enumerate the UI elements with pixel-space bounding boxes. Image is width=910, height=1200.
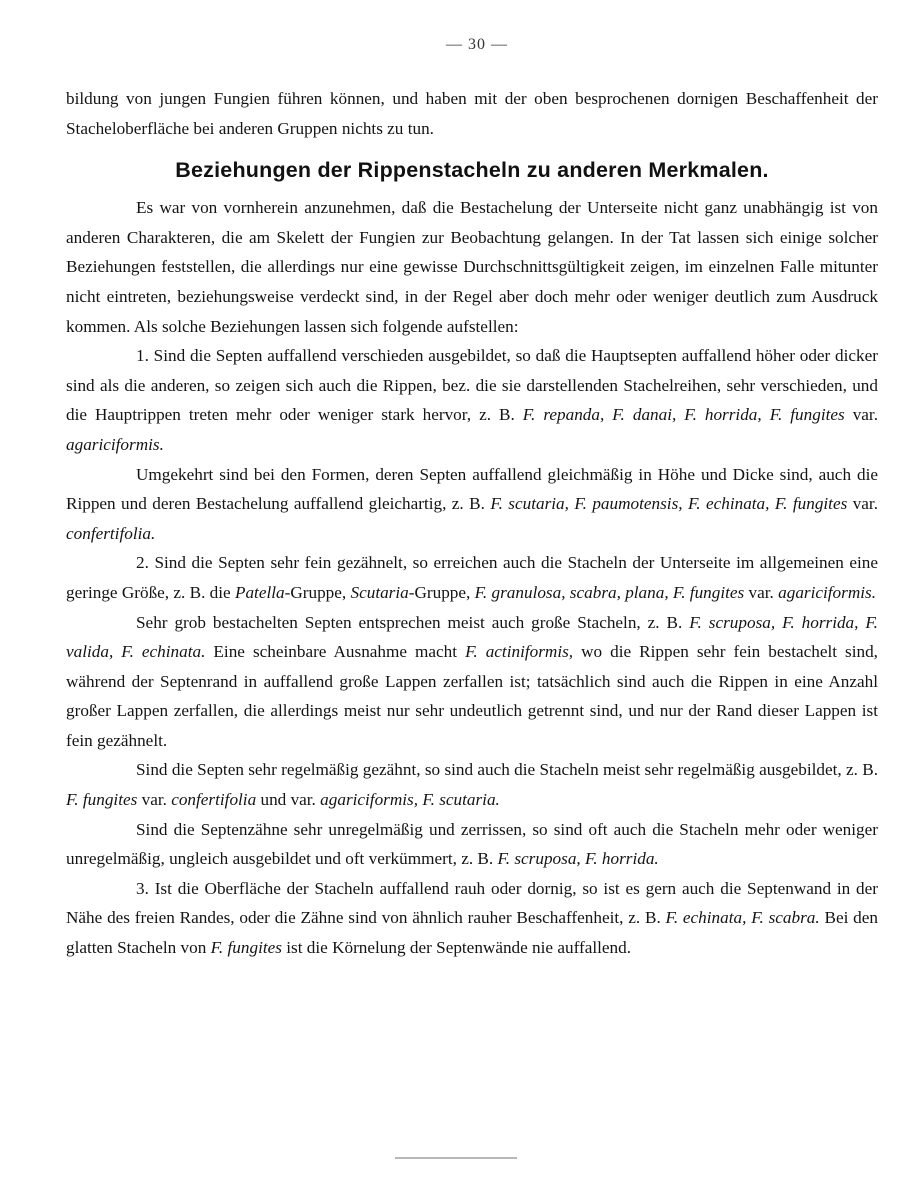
paragraph-6-text-2: var.	[137, 790, 172, 810]
paragraph-5-text-1: Sehr grob bestachelten Septen entsprechen meist auch große Stacheln, z. B.	[136, 612, 690, 632]
paragraph-2-text-2: var.	[844, 405, 878, 425]
paragraph-4-text-4: var.	[744, 582, 779, 602]
paragraph-4-text-1: 2. Sind die Septen sehr fein gezähnelt, so erreichen auch die Stacheln der Unterseite im allgemeinen eine geringe Größe, z. B. die	[66, 553, 878, 602]
paragraph-5-species-2: F. actiniformis,	[465, 642, 574, 662]
intro-text: bildung von jungen Fungien führen können, und haben mit der oben besprochenen dornigen Beschaffenheit der Stacheloberfläche bei anderen Gruppen nichts zu tun.	[66, 89, 878, 138]
paragraph-4-group-1: Patella	[234, 582, 285, 602]
paragraph-3-text-1: Umgekehrt sind bei den Formen, deren Septen auffallend gleichmäßig in Höhe und Dicke sind, auch die Rippen und deren Bestachelung auffallend gleichartig, z. B.	[66, 464, 878, 514]
paragraph-3	[66, 460, 878, 549]
paragraph-8-text-2: Bei den glatten Stacheln von	[66, 908, 878, 958]
paragraph-3-species-1: F. scutaria, F. paumotensis, F. echinata, F. fungites	[490, 494, 848, 514]
end-rule	[395, 1157, 517, 1159]
paragraph-3-species-2: confertifolia.	[66, 523, 156, 543]
paragraph-2-species-2: agariciformis.	[66, 434, 164, 454]
page-number: — 30 —	[446, 36, 508, 53]
paragraph-8-text-1: 3. Ist die Oberfläche der Stacheln auffallend rauh oder dornig, so ist es gern auch die Septenwand in der Nähe des freien Randes, oder die Zähne sind von ähnlich rauher Beschaffenheit, z. B.	[66, 878, 878, 928]
paragraph-8-text-3: ist die Körnelung der Septenwände nie auffallend.	[281, 938, 632, 958]
paragraph-5-text-3: wo die Rippen sehr fein bestachelt sind, während der Septenrand in auffallend große Lappen zerfallen ist; tatsächlich sind auch die Rippen in eine Anzahl großer Lappen zerfallen, die allerdings meist nur sehr undeutlich getrennt sind, und nur der Rand dieser Lappen ist fein gezähnelt.	[66, 642, 878, 750]
paragraph-3-text-2: var.	[847, 494, 878, 514]
paragraph-8-species-1: F. echinata, F. scabra.	[665, 908, 820, 928]
paragraph-5-species-1: F. scruposa, F. horrida, F. valida, F. echinata.	[66, 612, 878, 662]
paragraph-4-text-3: -Gruppe,	[408, 582, 475, 602]
paragraph-6-species-1: F. fungites	[66, 790, 138, 810]
paragraph-2	[66, 341, 878, 459]
paragraph-1	[66, 193, 878, 341]
intro-paragraph	[66, 84, 878, 143]
paragraph-1-text: Es war von vornherein anzunehmen, daß die Bestachelung der Unterseite nicht ganz unabhängig ist von anderen Charakteren, die am Skelett der Fungien zur Beobachtung gelangen. In der Tat lassen sich einige solcher Beziehungen feststellen, die allerdings nur eine gewisse Durchschnittsgültigkeit zeigen, im einzelnen Falle mitunter nicht eintreten, beziehungsweise verdeckt sind, in der Regel aber doch mehr oder weniger deutlich zum Ausdruck kommen. Als solche Beziehungen lassen sich folgende aufstellen:	[66, 198, 878, 336]
paragraph-5	[66, 608, 878, 756]
paragraph-4	[66, 548, 878, 607]
paragraph-8-species-2: F. fungites	[210, 938, 282, 958]
paragraph-4-species-2: agariciformis.	[778, 582, 877, 602]
paragraph-7-text-1: Sind die Septenzähne sehr unregelmäßig und zerrissen, so sind oft auch die Stacheln mehr oder weniger unregelmäßig, ungleich ausgebildet und oft verkümmert, z. B.	[66, 819, 878, 869]
paragraph-6-species-3: agariciformis, F. scutaria.	[320, 790, 500, 810]
paragraph-7-species-1: F. scruposa, F. horrida.	[497, 849, 659, 869]
paragraph-4-species-1: F. granulosa, scabra, plana, F. fungites	[474, 582, 745, 602]
paragraph-8	[66, 874, 878, 963]
paragraph-6-text-3: und var.	[256, 790, 321, 810]
paragraph-4-group-2: Scutaria	[350, 582, 409, 602]
paragraph-6-species-2: confertifolia	[171, 790, 257, 810]
paragraph-2-species-1: F. repanda, F. danai, F. horrida, F. fungites	[522, 405, 845, 425]
paragraph-6-text-1: Sind die Septen sehr regelmäßig gezähnt, so sind auch die Stacheln meist sehr regelmäßig ausgebildet, z. B.	[136, 760, 878, 780]
section-heading: Beziehungen der Rippenstacheln zu anderen Merkmalen.	[175, 158, 769, 183]
paragraph-7	[66, 815, 878, 874]
paragraph-5-text-2: Eine scheinbare Ausnahme macht	[205, 642, 466, 662]
paragraph-6	[66, 755, 878, 814]
paragraph-4-text-2: -Gruppe,	[284, 582, 351, 602]
paragraph-2-text-1: 1. Sind die Septen auffallend verschieden ausgebildet, so daß die Hauptsepten auffallend höher oder dicker sind als die anderen, so zeigen sich auch die Rippen, bez. die sie darstellenden Stachelreihen, sehr verschieden, und die Hauptrippen treten mehr oder weniger stark hervor, z. B.	[66, 346, 878, 425]
